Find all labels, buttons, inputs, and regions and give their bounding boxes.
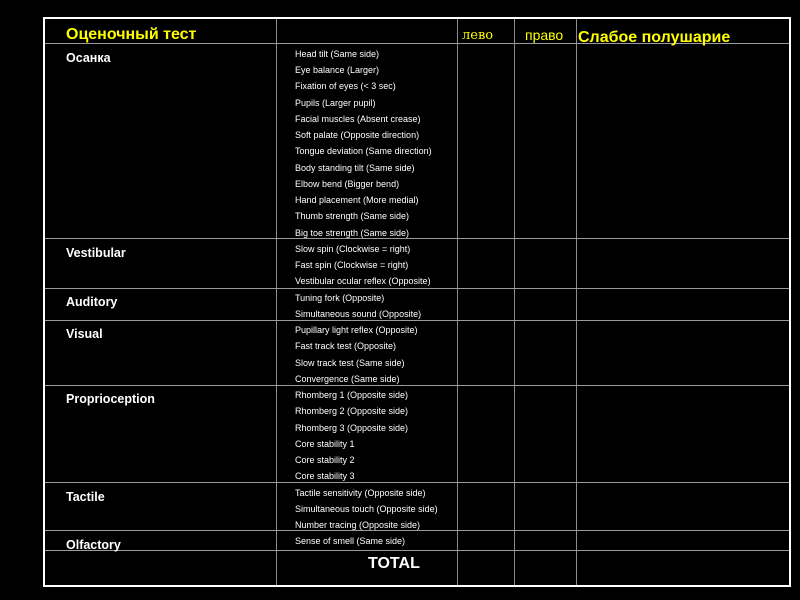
column-divider [576,19,577,585]
test-item: Simultaneous sound (Opposite) [295,309,422,319]
category-olfactory: Olfactory [66,538,121,552]
test-item: Tactile sensitivity (Opposite side) [295,488,426,498]
test-item: Thumb strength (Same side) [295,211,410,221]
test-item: Simultaneous touch (Opposite side) [295,504,438,514]
test-item: Pupils (Larger pupil) [295,98,376,108]
category-posture: Осанка [66,51,111,65]
row-divider [45,320,789,321]
test-item: Fast track test (Opposite) [295,341,397,351]
row-divider [45,288,789,289]
test-item: Head tilt (Same side) [295,49,380,59]
category-tactile: Tactile [66,490,105,504]
category-visual: Visual [66,327,103,341]
total-label: TOTAL [368,555,420,572]
test-item: Number tracing (Opposite side) [295,520,421,530]
test-item: Elbow bend (Bigger bend) [295,179,400,189]
test-item: Core stability 1 [295,439,355,449]
test-item: Rhomberg 2 (Opposite side) [295,406,409,416]
category-vestibular: Vestibular [66,246,126,260]
header-left: лево [462,28,494,43]
row-divider [45,550,789,551]
test-item: Big toe strength (Same side) [295,228,410,238]
test-item: Rhomberg 1 (Opposite side) [295,390,409,400]
category-auditory: Auditory [66,295,118,309]
test-item: Tuning fork (Opposite) [295,293,385,303]
test-item: Sense of smell (Same side) [295,536,406,546]
column-divider [457,19,458,585]
test-item: Rhomberg 3 (Opposite side) [295,423,409,433]
category-proprioception: Proprioception [66,392,155,406]
test-item: Facial muscles (Absent crease) [295,114,421,124]
test-item: Hand placement (More medial) [295,195,419,205]
test-item: Fast spin (Clockwise = right) [295,260,409,270]
test-item: Convergence (Same side) [295,374,400,384]
test-item: Pupillary light reflex (Opposite) [295,325,418,335]
test-item: Body standing tilt (Same side) [295,163,415,173]
test-item: Soft palate (Opposite direction) [295,130,420,140]
test-item: Slow track test (Same side) [295,358,405,368]
column-divider [276,19,277,585]
row-divider [45,238,789,239]
test-item: Slow spin (Clockwise = right) [295,244,411,254]
header-right: право [525,27,564,43]
column-divider [514,19,515,585]
test-item: Core stability 3 [295,471,355,481]
row-divider [45,482,789,483]
row-divider [45,385,789,386]
assessment-table [43,17,791,587]
header-weak-hemisphere: Слабое полушарие [578,29,731,46]
test-item: Eye balance (Larger) [295,65,380,75]
test-item: Tongue deviation (Same direction) [295,146,432,156]
test-item: Vestibular ocular reflex (Opposite) [295,276,431,286]
header-title: Оценочный тест [66,26,197,43]
test-item: Core stability 2 [295,455,355,465]
test-item: Fixation of eyes (< 3 sec) [295,81,396,91]
